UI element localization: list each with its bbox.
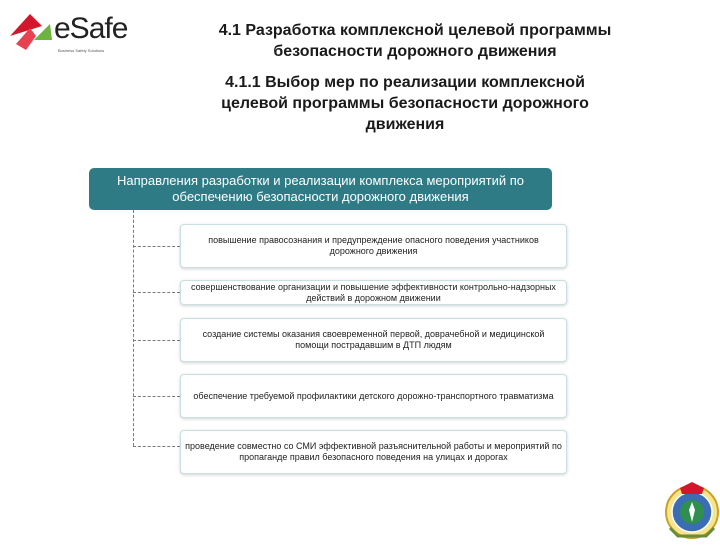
connector-branch-2 [133, 292, 180, 293]
diagram-item-3: создание системы оказания своевременной первой, доврачебной и медицинской помощи пострадавшим в ДТП людям [180, 318, 567, 362]
esafe-logo-icon [6, 6, 56, 54]
page-title: 4.1 Разработка комплексной целевой программы безопасности дорожного движения [218, 22, 612, 60]
esafe-logo [6, 6, 128, 58]
diagram-item-2: совершенствование организации и повышение эффективности контрольно-надзорных действий в дорожном движении [180, 280, 567, 305]
connector-branch-3 [133, 340, 180, 341]
diagram-item-1: повышение правосознания и предупреждение опасного поведения участников дорожного движения [180, 224, 567, 268]
page-subtitle: 4.1.1 Выбор мер по реализации комплексной целевой программы безопасности дорожного движения [221, 74, 589, 133]
connector-branch-4 [133, 396, 180, 397]
connector-branch-5 [133, 446, 180, 447]
logo-tagline: Business Safety Solutions [58, 48, 105, 53]
emblem-icon [664, 478, 720, 540]
diagram-header: Направления разработки и реализации комплекса мероприятий по обеспечению безопасности дорожного движения [89, 168, 552, 210]
connector-branch-1 [133, 246, 180, 247]
logo-wordmark: eSafe [54, 12, 128, 45]
diagram-item-5: проведение совместно со СМИ эффективной разъяснительной работы и мероприятий по пропаганде правил безопасного поведения на улицах и дорогах [180, 430, 567, 474]
diagram-item-4: обеспечение требуемой профилактики детского дорожно-транспортного травматизма [180, 374, 567, 418]
